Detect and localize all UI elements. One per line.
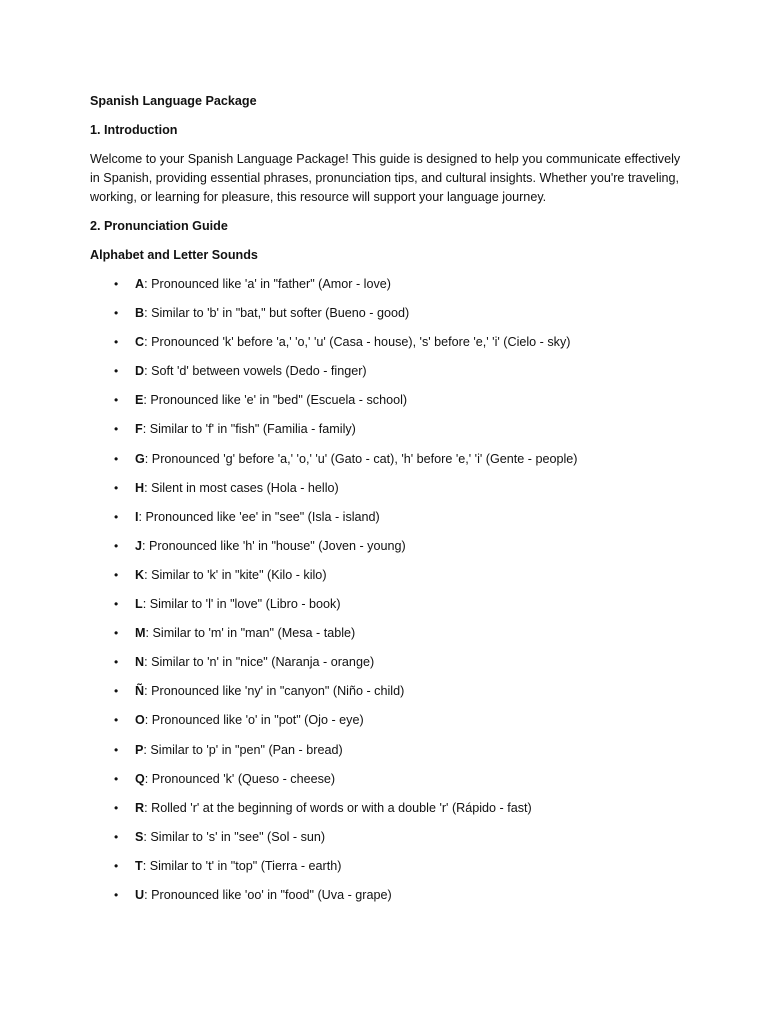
letter-description: : Similar to 'k' in "kite" (Kilo - kilo): [144, 567, 327, 582]
bullet-icon: •: [114, 567, 119, 582]
bullet-icon: •: [114, 771, 119, 786]
list-item: [90, 682, 690, 701]
bullet-icon: •: [114, 626, 119, 641]
letter-description: : Pronounced like 'h' in "house" (Joven - young): [142, 538, 406, 553]
list-item: [90, 653, 690, 672]
letter-label: D: [135, 364, 145, 379]
letter-label: E: [135, 393, 144, 408]
letter-label: K: [135, 567, 145, 582]
letter-description: : Soft 'd' between vowels (Dedo - finger): [144, 364, 367, 379]
list-item: [90, 595, 690, 614]
bullet-icon: •: [114, 742, 119, 757]
letter-label: I: [135, 509, 139, 524]
letter-description: : Pronounced 'g' before 'a,' 'o,' 'u' (Gato - cat), 'h' before 'e,' 'i' (Gente - people): [144, 451, 578, 466]
alphabet-list: [90, 275, 690, 905]
letter-description: : Similar to 'l' in "love" (Libro - book): [142, 597, 341, 612]
list-item: [90, 450, 690, 469]
letter-label: A: [135, 277, 145, 291]
list-item: [90, 304, 690, 323]
letter-description: : Pronounced like 'oo' in "food" (Uva - grape): [144, 887, 392, 902]
letter-description: : Similar to 'm' in "man" (Mesa - table): [145, 626, 356, 641]
letter-description: : Pronounced 'k' (Queso - cheese): [144, 771, 336, 786]
bullet-icon: •: [114, 335, 119, 350]
letter-description: : Rolled 'r' at the beginning of words or with a double 'r' (Rápido - fast): [144, 800, 532, 815]
introduction-paragraph: Welcome to your Spanish Language Package! This guide is designed to help you communicate effectively in Spanish, providing essential phrases, pronunciation tips, and cultural insights. Whether you're traveling, working, or learning for pleasure, this resource will support your language journey.: [90, 152, 681, 204]
bullet-icon: •: [114, 393, 119, 408]
letter-label: B: [135, 306, 145, 321]
list-item: [90, 886, 690, 905]
list-item: [90, 799, 690, 818]
bullet-icon: •: [114, 684, 119, 699]
letter-description: : Pronounced like 'ee' in "see" (Isla - island): [138, 509, 380, 524]
letter-label: J: [135, 538, 143, 553]
letter-description: : Similar to 't' in "top" (Tierra - earth): [142, 858, 342, 873]
bullet-icon: •: [114, 364, 119, 379]
letter-label: P: [135, 742, 144, 757]
document-title: Spanish Language Package: [90, 94, 257, 108]
list-item: [90, 711, 690, 730]
letter-label: O: [135, 713, 145, 728]
bullet-icon: •: [114, 887, 119, 902]
letter-label: C: [135, 335, 145, 350]
list-item: [90, 420, 690, 439]
bullet-icon: •: [114, 858, 119, 873]
letter-description: : Similar to 'n' in "nice" (Naranja - orange): [144, 655, 375, 670]
letter-label: L: [135, 597, 143, 612]
list-item: [90, 741, 690, 760]
list-item: [90, 857, 690, 876]
letter-description: : Pronounced like 'ny' in "canyon" (Niño - child): [144, 684, 405, 699]
list-item: [90, 828, 690, 847]
bullet-icon: •: [114, 829, 119, 844]
list-item: [90, 537, 690, 556]
letter-label: Ñ: [135, 684, 145, 699]
letter-description: : Similar to 'f' in "fish" (Familia - family): [142, 422, 356, 437]
letter-label: F: [135, 422, 143, 437]
letter-description: : Pronounced 'k' before 'a,' 'o,' 'u' (Casa - house), 's' before 'e,' 'i' (Cielo - sky): [144, 335, 571, 350]
list-item: [90, 391, 690, 410]
bullet-icon: •: [114, 451, 119, 466]
letter-label: H: [135, 480, 145, 495]
letter-label: S: [135, 829, 144, 844]
letter-description: : Silent in most cases (Hola - hello): [144, 480, 339, 495]
letter-description: : Pronounced like 'e' in "bed" (Escuela - school): [143, 393, 408, 408]
bullet-icon: •: [114, 800, 119, 815]
letter-description: : Similar to 'p' in "pen" (Pan - bread): [143, 742, 343, 757]
letter-label: G: [135, 451, 145, 466]
list-item: [90, 770, 690, 789]
list-item: [90, 362, 690, 381]
document-body: [90, 92, 690, 915]
letter-description: : Similar to 'b' in "bat," but softer (Bueno - good): [144, 306, 410, 321]
bullet-icon: •: [114, 509, 119, 524]
list-item: [90, 479, 690, 498]
bullet-icon: •: [114, 306, 119, 321]
subheading-alphabet: Alphabet and Letter Sounds: [90, 248, 258, 262]
letter-label: R: [135, 800, 145, 815]
list-item: [90, 566, 690, 585]
bullet-icon: •: [114, 422, 119, 437]
bullet-icon: •: [114, 277, 119, 291]
bullet-icon: •: [114, 655, 119, 670]
bullet-icon: •: [114, 713, 119, 728]
bullet-icon: •: [114, 597, 119, 612]
list-item: [90, 275, 690, 294]
letter-label: Q: [135, 771, 145, 786]
letter-label: M: [135, 626, 146, 641]
bullet-icon: •: [114, 538, 119, 553]
letter-label: U: [135, 887, 145, 902]
list-item: [90, 624, 690, 643]
letter-description: : Pronounced like 'a' in "father" (Amor - love): [144, 277, 391, 291]
letter-description: : Pronounced like 'o' in "pot" (Ojo - eye): [144, 713, 364, 728]
list-item: [90, 508, 690, 527]
section-heading-introduction: 1. Introduction: [90, 123, 178, 137]
letter-description: : Similar to 's' in "see" (Sol - sun): [143, 829, 326, 844]
letter-label: N: [135, 655, 145, 670]
letter-label: T: [135, 858, 143, 873]
section-heading-pronunciation: 2. Pronunciation Guide: [90, 219, 228, 233]
list-item: [90, 333, 690, 352]
bullet-icon: •: [114, 480, 119, 495]
